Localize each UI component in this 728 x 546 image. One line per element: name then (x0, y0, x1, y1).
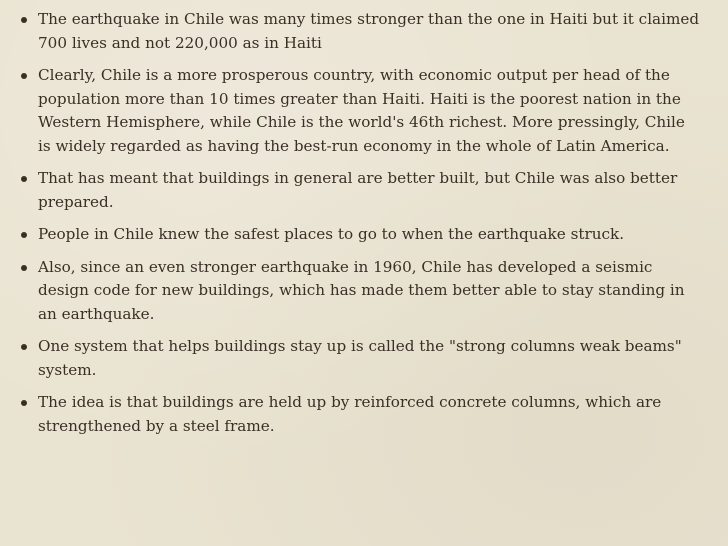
bullet-dot-icon (21, 344, 27, 350)
bullet-list (20, 8, 702, 438)
bullet-dot-icon (21, 265, 27, 271)
bullet-item (20, 167, 702, 214)
bullet-text: Clearly, Chile is a more prosperous country, with economic output per head of the population more than 10 times greater than Haiti. Haiti is the poorest nation in the Western Hemisphere, while Chile is the world's 46th richest. More pressingly, Chile is widely regarded as having the best-run economy in the whole of Latin America. (38, 66, 685, 155)
bullet-item (20, 223, 702, 247)
bullet-dot-icon (21, 400, 27, 406)
bullet-item (20, 64, 702, 158)
bullet-dot-icon (21, 73, 27, 79)
bullet-dot-icon (21, 176, 27, 182)
bullet-text: The earthquake in Chile was many times stronger than the one in Haiti but it claimed 700 lives and not 220,000 as in Haiti (38, 10, 700, 52)
bullet-item (20, 256, 702, 327)
bullet-item (20, 8, 702, 55)
bullet-dot-icon (21, 232, 27, 238)
bullet-item (20, 335, 702, 382)
bullet-text: Also, since an even stronger earthquake in 1960, Chile has developed a seismic design code for new buildings, which has made them better able to stay standing in an earthquake. (38, 257, 685, 323)
bullet-text: One system that helps buildings stay up is called the "strong columns weak beams" system. (38, 337, 682, 379)
bullet-item (20, 391, 702, 438)
bullet-text: The idea is that buildings are held up by reinforced concrete columns, which are strengthened by a steel frame. (38, 393, 662, 435)
bullet-dot-icon (21, 17, 27, 23)
bullet-text: People in Chile knew the safest places to go to when the earthquake struck. (38, 225, 625, 243)
bullet-text: That has meant that buildings in general are better built, but Chile was also better prepared. (38, 169, 678, 211)
